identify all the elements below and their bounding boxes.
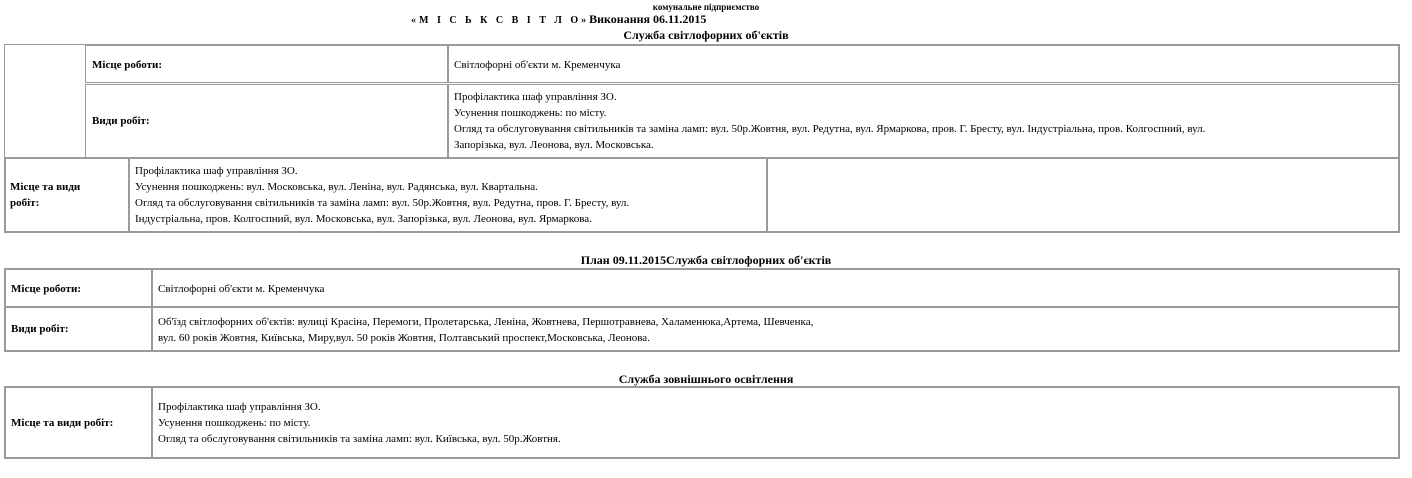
label-line: робіт: — [10, 197, 40, 209]
section2-place-label: Місце роботи: — [11, 283, 82, 295]
section2-works-text — [158, 314, 813, 346]
section1-works-value-cell — [448, 84, 1399, 158]
section2-works-label-cell — [5, 307, 152, 351]
label-line: Місце та види — [10, 181, 81, 193]
text-line: вул. 60 років Жовтня, Київська, Миру,вул. 50 років Жовтня, Полтавський проспект,Московська, Леонова. — [158, 332, 650, 344]
section1-place-works-label-cell — [5, 158, 129, 232]
text-line: Індустріальна, пров. Колгоспний, вул. Московська, вул. Запорізька, вул. Леонова, вул. Ярмаркова. — [135, 213, 592, 225]
text-line: Профілактика шаф управління ЗО. — [454, 91, 617, 103]
text-line: Усунення пошкоджень: по місту. — [454, 107, 607, 119]
section2-works-value-cell — [152, 307, 1399, 351]
section1-place-works-text — [135, 163, 629, 227]
text-line: Усунення пошкоджень: вул. Московська, вул. Леніна, вул. Радянська, вул. Квартальна. — [135, 181, 538, 193]
section2-title: План 09.11.2015Служба світлофорних об'єктів — [580, 253, 832, 267]
section1-works-label: Види робіт: — [92, 115, 150, 127]
section3-place-works-label: Місце та види робіт: — [11, 417, 114, 429]
section1-works-text — [454, 89, 1205, 153]
section2-place-value: Світлофорні об'єкти м. Кременчука — [158, 283, 325, 295]
report-heading — [411, 13, 706, 27]
section1-title: Служба світлофорних об'єктів — [623, 28, 789, 42]
organization-name: «М І С Ь К С В І Т Л О» — [411, 15, 590, 26]
text-line: Запорізька, вул. Леонова, вул. Московська. — [454, 139, 654, 151]
report-date-title: Виконання 06.11.2015 — [589, 12, 707, 26]
section1-place-works-value-cell — [129, 158, 767, 232]
section1-place-label-cell — [85, 45, 448, 83]
text-line: Огляд та обслуговування світильників та заміна ламп: вул. 50р.Жовтня, вул. Редутна, вул. Ярмаркова, пров. Г. Бресту, вул. Індустріальна, пров. Колгоспний, вул. — [454, 123, 1206, 135]
section3-title: Служба зовнішнього освітлення — [618, 372, 794, 386]
text-line: Усунення пошкоджень: по місту. — [158, 417, 311, 429]
section1-empty-cell — [767, 158, 1399, 232]
section3-works-text — [158, 399, 561, 447]
section2-place-label-cell — [5, 269, 152, 307]
organization-type: комунальне підприємство — [652, 2, 760, 12]
section1-place-works-label — [10, 179, 80, 211]
section1-place-label: Місце роботи: — [92, 59, 163, 71]
section3-value-cell — [152, 387, 1399, 458]
section1-works-label-cell — [85, 84, 448, 158]
text-line: Об'їзд світлофорних об'єктів: вулиці Красіна, Перемоги, Пролетарська, Леніна, Жовтнева, Першотравнева, Халаменюка,Артема, Шевченка, — [158, 316, 814, 328]
text-line: Профілактика шаф управління ЗО. — [158, 401, 321, 413]
section3-label-cell — [5, 387, 152, 458]
text-line: Огляд та обслуговування світильників та заміна ламп: вул. 50р.Жовтня, вул. Редутна, пров. Г. Бресту, вул. — [135, 197, 630, 209]
text-line: Огляд та обслуговування світильників та заміна ламп: вул. Київська, вул. 50р.Жовтня. — [158, 433, 561, 445]
section2-place-value-cell — [152, 269, 1399, 307]
section1-place-value: Світлофорні об'єкти м. Кременчука — [454, 59, 621, 71]
text-line: Профілактика шаф управління ЗО. — [135, 165, 298, 177]
section2-works-label: Види робіт: — [11, 323, 69, 335]
section1-place-value-cell — [448, 45, 1399, 83]
